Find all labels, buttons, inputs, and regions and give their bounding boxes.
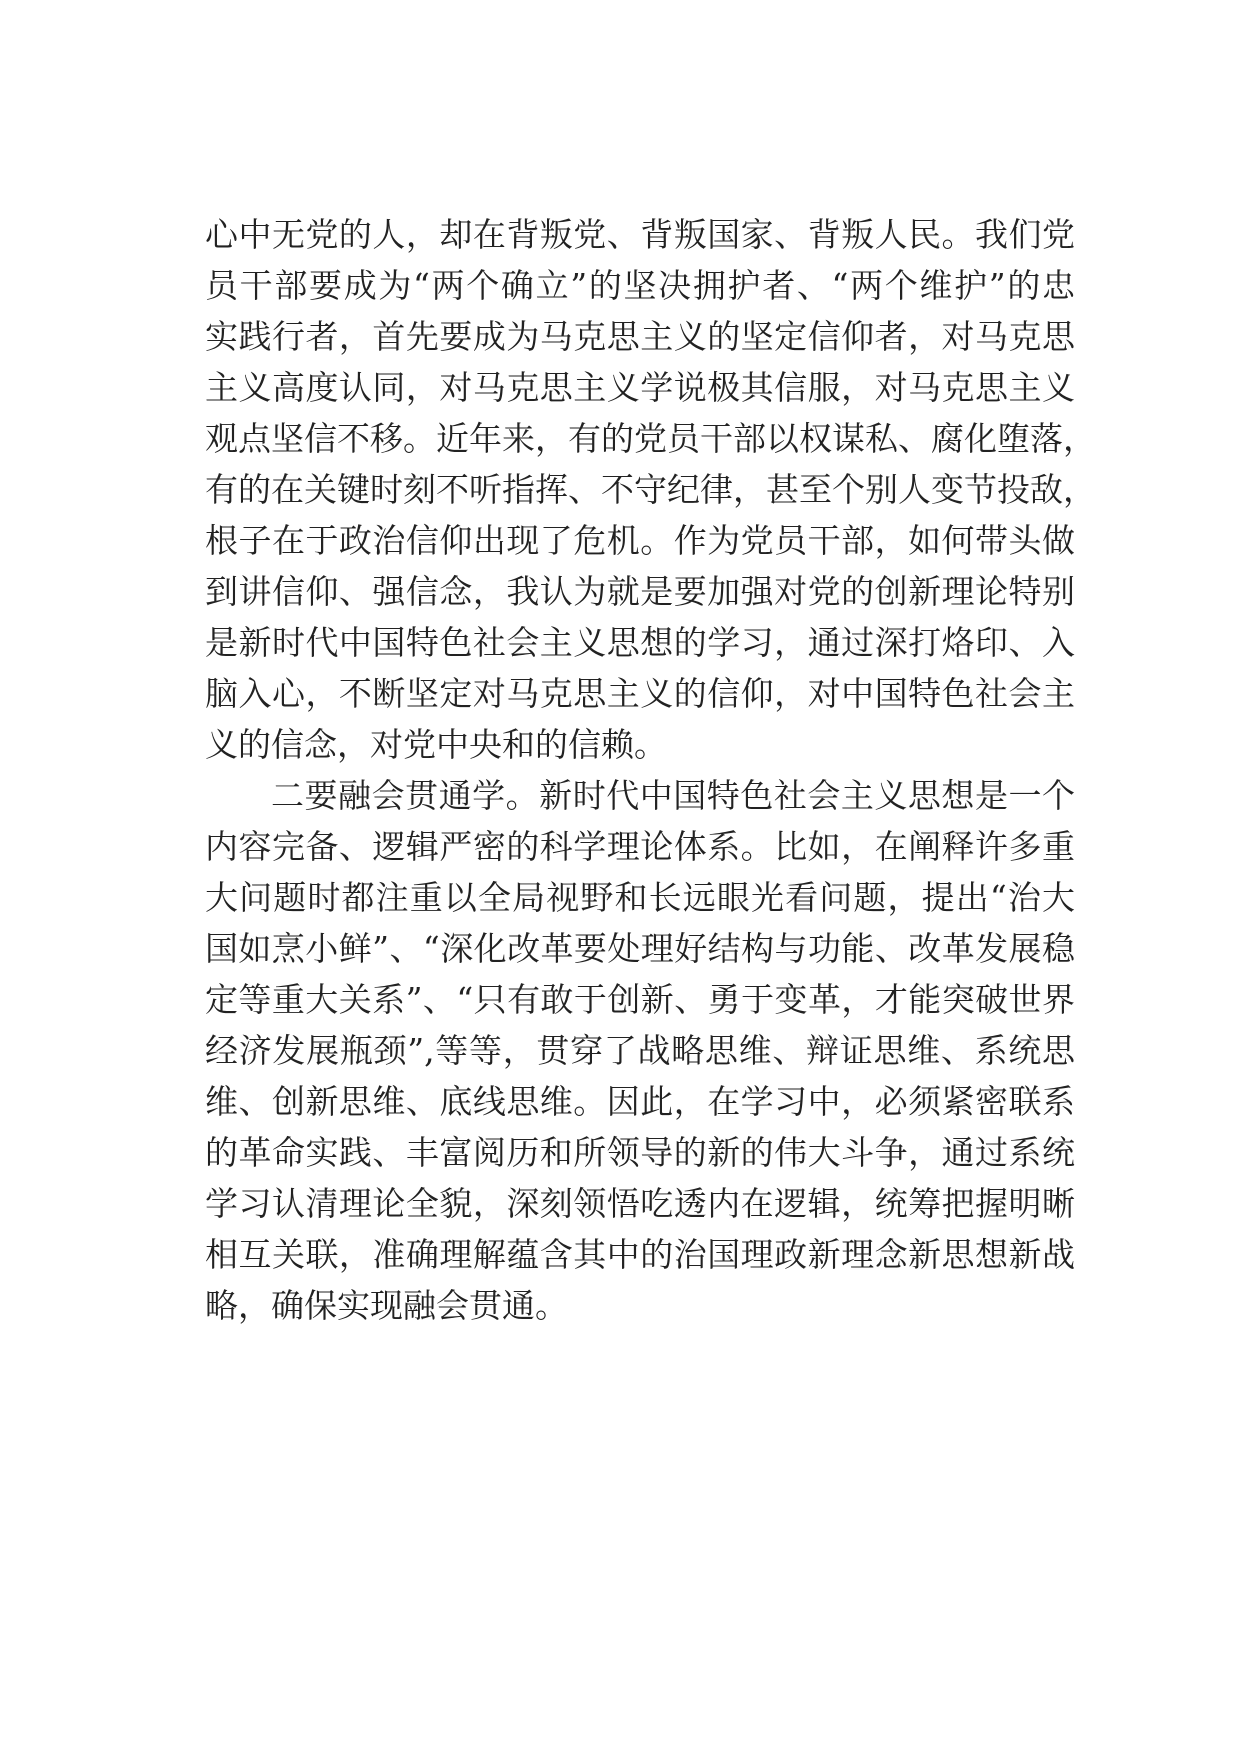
paragraph-1-line-7: 根子在于政治信仰出现了危机。作为党员干部，如何带头做 [205,521,1075,560]
paragraph-2-line-10: 相互关联，准确理解蕴含其中的治国理政新理念新思想新战 [205,1235,1075,1274]
paragraph-1-line-2: 员干部要成为“两个确立”的坚决拥护者、“两个维护”的忠 [205,266,1075,305]
paragraph-2-line-4: 国如烹小鲜”、“深化改革要处理好结构与功能、改革发展稳 [205,929,1075,968]
paragraph-1-line-3: 实践行者，首先要成为马克思主义的坚定信仰者，对马克思 [205,317,1075,356]
paragraph-2 [205,770,1075,1331]
paragraph-2-line-1: 二要融会贯通学。新时代中国特色社会主义思想是一个 [271,776,1075,815]
paragraph-1-line-10: 脑入心，不断坚定对马克思主义的信仰，对中国特色社会主 [205,674,1075,713]
paragraph-1-line-8: 到讲信仰、强信念，我认为就是要加强对党的创新理论特别 [205,572,1075,611]
paragraph-1-line-4: 主义高度认同，对马克思主义学说极其信服，对马克思主义 [205,368,1075,407]
paragraph-1-line-5: 观点坚信不移。近年来，有的党员干部以权谋私、腐化堕落， [205,419,1096,458]
paragraph-1 [205,209,1096,770]
paragraph-1-line-9: 是新时代中国特色社会主义思想的学习，通过深打烙印、入 [205,623,1075,662]
paragraph-2-line-11: 略，确保实现融会贯通。 [205,1286,568,1325]
paragraph-2-line-5: 定等重大关系”、“只有敢于创新、勇于变革，才能突破世界 [205,980,1075,1019]
paragraph-1-line-1: 心中无党的人，却在背叛党、背叛国家、背叛人民。我们党 [205,215,1075,254]
paragraph-2-line-9: 学习认清理论全貌，深刻领悟吃透内在逻辑，统筹把握明晰 [205,1184,1075,1223]
paragraph-2-line-7: 维、创新思维、底线思维。因此，在学习中，必须紧密联系 [205,1082,1075,1121]
paragraph-1-line-11: 义的信念，对党中央和的信赖。 [205,725,667,764]
paragraph-2-line-3: 大问题时都注重以全局视野和长远眼光看问题，提出“治大 [205,878,1075,917]
paragraph-2-line-6: 经济发展瓶颈”,等等，贯穿了战略思维、辩证思维、系统思 [205,1031,1075,1070]
paragraph-1-line-6: 有的在关键时刻不听指挥、不守纪律，甚至个别人变节投敌， [205,470,1096,509]
paragraph-2-line-2: 内容完备、逻辑严密的科学理论体系。比如，在阐释许多重 [205,827,1075,866]
paragraph-2-line-8: 的革命实践、丰富阅历和所领导的新的伟大斗争，通过系统 [205,1133,1075,1172]
